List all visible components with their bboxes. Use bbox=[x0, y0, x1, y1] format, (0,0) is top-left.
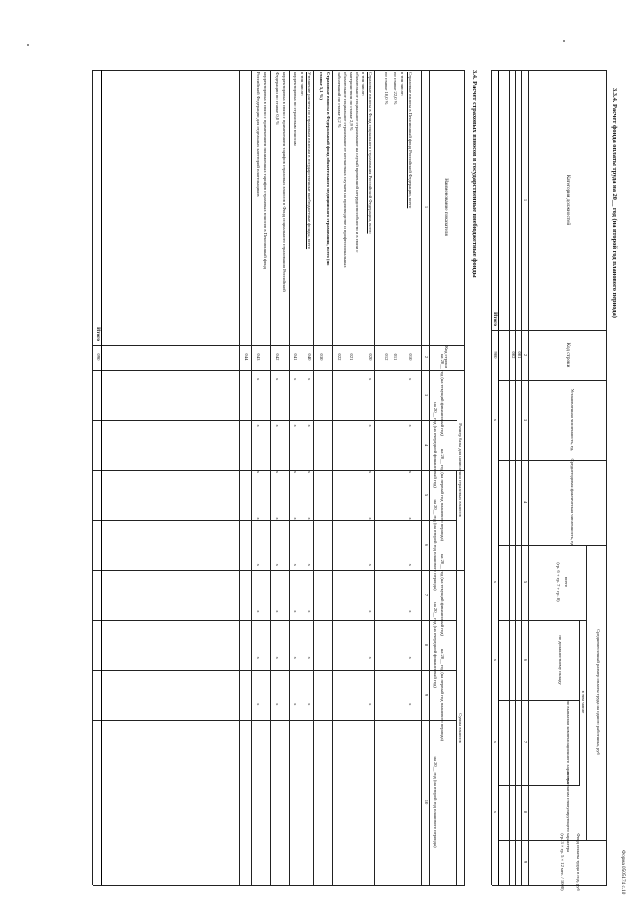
t2-header-year: на 20__ год (на второй год планового периода) bbox=[433, 499, 438, 591]
t1-total-label: Итого bbox=[492, 312, 498, 326]
t1-total-mark: x bbox=[493, 580, 498, 584]
t2-header-year: на 20__ год (на текущий финансовый год) bbox=[440, 553, 445, 637]
t2-colnum: 1 bbox=[424, 205, 429, 209]
t1-colnum: 6 bbox=[523, 658, 528, 662]
t1-header-category: Категория должностей bbox=[565, 174, 571, 226]
t1-vline bbox=[499, 545, 607, 546]
t1-header-staff: Установленная численность, ед. bbox=[570, 388, 575, 452]
table2-title: 3.4. Расчет страховых взносов в государственные внебюджетные фонды bbox=[471, 70, 478, 278]
t2-vline bbox=[93, 885, 465, 886]
t1-header-stim: по выплатам стимулирующего характера bbox=[566, 771, 571, 853]
t1-header-fot-group: Фонд оплаты труда в год, руб bbox=[576, 833, 581, 891]
t2-total-code: 090 bbox=[96, 353, 101, 361]
t2-colnum: 8 bbox=[424, 643, 429, 647]
t1-header-monthly-group: Среднемесячный размер оплаты труда на одного работника, руб bbox=[596, 629, 601, 755]
t2-row-name: обязательное социальное страхование на случай временной нетрудоспособности и в связи с bbox=[355, 72, 360, 253]
t2-row-name: по ставке 10,0 % bbox=[384, 72, 389, 105]
t2-extra-code: 044 bbox=[244, 353, 249, 361]
t2-line bbox=[239, 70, 240, 885]
t1-header-avg-count: Среднегодовая фактическая численность, ед bbox=[570, 458, 575, 546]
t2-row-name: корректировка в связи с применением пониженных тарифов страховых взносов в Пенсионный фонд bbox=[263, 72, 268, 269]
t2-row-name: обязательное социальное страхование от несчастных случаев на производстве и профессиональных bbox=[343, 72, 348, 268]
t2-row-name: по ставке 22,0 % bbox=[393, 72, 398, 105]
t1-header-comp: по выплатам компенсационного характера bbox=[566, 700, 571, 784]
t2-line bbox=[270, 70, 271, 885]
t2-vline bbox=[93, 345, 465, 346]
t2-row-name: ставке 5,1 %) bbox=[319, 72, 324, 100]
t2-row-code: 022 bbox=[337, 353, 342, 361]
t2-header-sum-group: Сумма взносов bbox=[458, 713, 463, 743]
t2-line bbox=[374, 70, 375, 885]
t2-line bbox=[92, 70, 93, 885]
t2-row-marks: x x x x x x x x bbox=[275, 378, 280, 706]
t2-row-name: в том числе: bbox=[361, 72, 366, 96]
t1-colnum: 5 bbox=[523, 580, 528, 584]
t2-row-name: заболеваний по ставке 0,2 % bbox=[337, 72, 342, 128]
t2-row-name: Страховые взносы в Пенсионный фонд Российской Федерации, всего bbox=[408, 72, 413, 209]
t2-row-name: Уточнение расчета по страховым взносам в государственные внебюджетные фонды, всего bbox=[307, 72, 312, 250]
t2-header-name: Наименование показателя bbox=[443, 178, 449, 236]
t1-vline bbox=[499, 380, 607, 381]
t1-header-total-formula: (гр. 6 + гр. 7 + гр. 8) bbox=[556, 562, 561, 602]
t2-row-name: Российской Федерации для отдельных категорий плательщиков bbox=[256, 72, 261, 197]
t1-total-mark: x bbox=[493, 740, 498, 744]
t2-colnum: 5 bbox=[424, 493, 429, 497]
t2-row-code: 011 bbox=[393, 353, 398, 361]
t2-row-marks: x x x x x x x x bbox=[256, 378, 261, 706]
t1-colnum: 7 bbox=[523, 740, 528, 744]
t2-row-marks: x x x x x x x x bbox=[408, 378, 413, 706]
t2-vline bbox=[93, 370, 465, 371]
t1-header-incl: в том числе bbox=[581, 690, 586, 714]
t1-vline bbox=[499, 620, 587, 621]
t1-total-mark: x bbox=[493, 418, 498, 422]
t2-vline bbox=[93, 70, 465, 71]
t1-line bbox=[509, 70, 510, 885]
t1-vline bbox=[492, 70, 607, 71]
t1-total-mark: x bbox=[493, 658, 498, 662]
t1-line bbox=[498, 70, 499, 885]
t1-header-total: всего bbox=[564, 576, 569, 588]
t2-header-year: на 20__ год (на первый год планового периода) bbox=[440, 448, 445, 542]
t2-row-code: 041 bbox=[293, 353, 298, 361]
t2-row-code: 012 bbox=[384, 353, 389, 361]
t1-line bbox=[606, 70, 607, 885]
t2-row-marks: x x x x x x x x bbox=[368, 378, 373, 706]
t2-line bbox=[313, 70, 314, 885]
t1-row-code: 002 bbox=[511, 351, 516, 359]
t1-vline bbox=[492, 885, 607, 886]
t2-row-code: 040 bbox=[307, 353, 312, 361]
scan-speck bbox=[563, 40, 565, 42]
t1-total-code: 900 bbox=[493, 351, 498, 359]
t2-header-year: на 20__ год (на очередной финансовый год) bbox=[433, 602, 438, 688]
t2-line bbox=[251, 70, 252, 885]
t2-header-year: на 20__ год (на текущий финансовый год) bbox=[440, 353, 445, 437]
t2-row-name: корректировка в связи с применением тарифов страховых взносов в Фонд социального страхования Российской bbox=[282, 72, 287, 292]
scan-speck bbox=[27, 44, 29, 46]
t2-header-year: на 20__ год (на очередной финансовый год) bbox=[433, 402, 438, 488]
t1-vline bbox=[492, 330, 607, 331]
t1-total-mark: x bbox=[493, 810, 498, 814]
t1-vline bbox=[499, 840, 607, 841]
t1-line bbox=[491, 70, 492, 885]
t2-vline bbox=[93, 720, 457, 721]
t2-header-base-group: Размер базы для начисления страховых взносов bbox=[458, 423, 463, 517]
t1-colnum: 9 bbox=[523, 860, 528, 864]
t1-line bbox=[521, 70, 522, 885]
t2-line bbox=[429, 70, 430, 885]
t2-row-name: в том числе: bbox=[300, 72, 305, 96]
t2-row-name: в том числе: bbox=[400, 72, 405, 96]
t1-line bbox=[528, 70, 529, 885]
t2-header-year: на 20__ год (на первый год планового периода) bbox=[440, 648, 445, 742]
t2-row-name: Федерации по ставке 0,0 % bbox=[275, 72, 280, 126]
t1-colnum: 2 bbox=[523, 353, 528, 357]
t2-row-code: 030 bbox=[319, 353, 324, 361]
t2-row-code: 021 bbox=[349, 353, 354, 361]
t1-colnum: 8 bbox=[523, 810, 528, 814]
t2-colnum: 3 bbox=[424, 393, 429, 397]
t2-header-code: Код строки bbox=[444, 346, 449, 368]
t2-row-name: материнством по ставке 2,9 % bbox=[349, 72, 354, 131]
t1-colnum: 4 bbox=[523, 500, 528, 504]
t2-row-code: 042 bbox=[275, 353, 280, 361]
t2-line bbox=[456, 470, 457, 885]
t1-colnum: 3 bbox=[523, 418, 528, 422]
t2-row-marks: x x x x x x x x bbox=[293, 378, 298, 706]
t1-line bbox=[515, 70, 516, 885]
t2-colnum: 2 bbox=[424, 355, 429, 359]
t2-line bbox=[289, 70, 290, 885]
t1-row-code: 001 bbox=[517, 351, 522, 359]
t2-row-name: Страховые взносы в Федеральный фонд обязательного медицинского страхования, всего (по bbox=[326, 72, 331, 266]
t1-colnum: 1 bbox=[523, 198, 528, 202]
t2-line bbox=[101, 70, 102, 885]
t2-colnum: 9 bbox=[424, 693, 429, 697]
t2-line bbox=[421, 70, 422, 885]
t2-row-name: Страховые взносы в Фонд социального страхования Российской Федерации, всего bbox=[368, 72, 373, 234]
form-code: Форма 0505174 с.10 bbox=[620, 850, 626, 895]
t2-row-name: корректировка по страховым взносам bbox=[293, 72, 298, 146]
t2-header-year: на 20__ год (на второй год планового периода) bbox=[433, 756, 438, 848]
t2-row-code: 020 bbox=[368, 353, 373, 361]
t1-header-fot-formula: (гр. 3 × гр. 5 × 12 мес. / 1000) bbox=[560, 833, 565, 891]
t2-colnum: 4 bbox=[424, 443, 429, 447]
t1-line bbox=[586, 545, 587, 840]
t2-row-code: 010 bbox=[408, 353, 413, 361]
t1-vline bbox=[499, 460, 607, 461]
t2-line bbox=[332, 70, 333, 885]
t1-header-code: Код строки bbox=[565, 342, 571, 368]
t2-row-code: 043 bbox=[256, 353, 261, 361]
t2-row-marks: x x x x x x x x bbox=[307, 378, 312, 706]
t2-colnum: 7 bbox=[424, 593, 429, 597]
t2-colnum: 6 bbox=[424, 543, 429, 547]
t2-colnum: 10 bbox=[424, 799, 429, 805]
t2-total-label: Итого bbox=[95, 327, 101, 341]
t2-line bbox=[464, 70, 465, 885]
table1-title: 3.3.4. Расчет фонда оплаты труда на 20__ год (на второй год планового периода) bbox=[611, 88, 618, 318]
t1-header-salary: по должностному окладу bbox=[558, 635, 563, 685]
